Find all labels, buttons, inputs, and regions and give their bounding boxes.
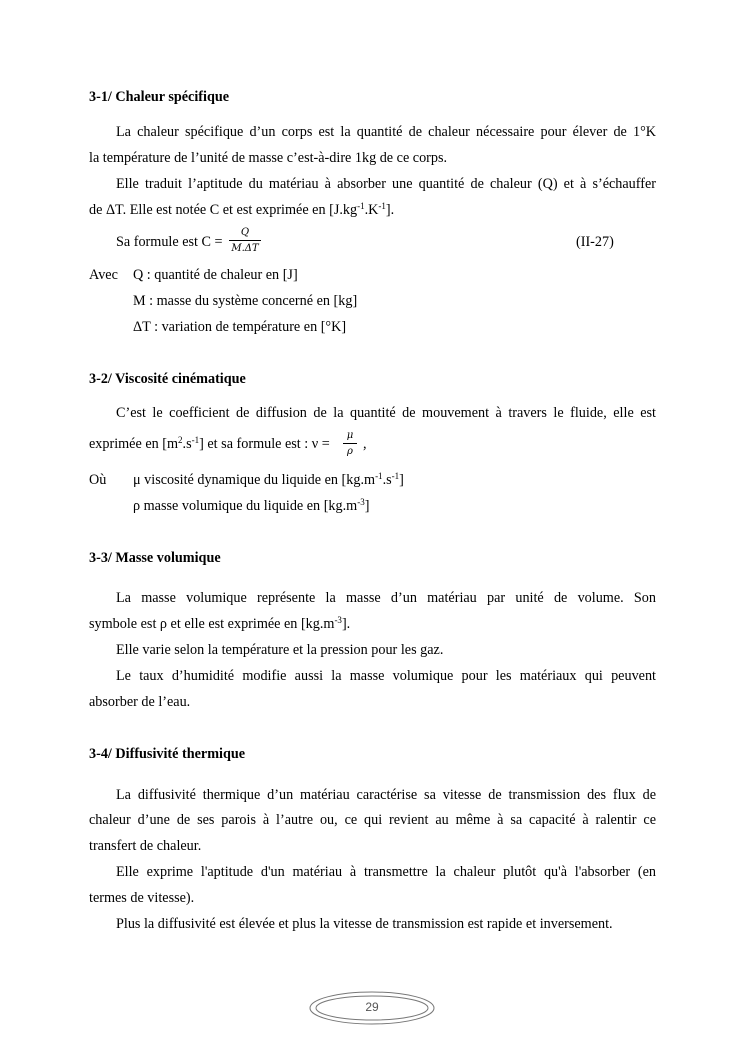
- avec-label: Avec: [89, 267, 118, 283]
- paragraph-line: symbole est ρ et elle est exprimée en $[kg.m^{-3}]$.: [89, 615, 351, 632]
- paragraph-line: de ΔT. Elle est notée C et est exprimée en $[J.kg^{-1}.K^{-1}]$.: [89, 201, 395, 218]
- ou-label: Où: [89, 472, 107, 488]
- section-heading-masse-volumique: 3-3/ Masse volumique: [89, 550, 221, 566]
- fraction-denominator: M.ΔT: [231, 243, 259, 254]
- paragraph-line: exprimée en $[m^2.s^{-1}]$ et sa formule est : ν =: [89, 435, 330, 452]
- paragraph-line: la température de l’unité de masse c’est-à-dire 1kg de ce corps.: [89, 150, 448, 166]
- definition-mu: μ viscosité dynamique du liquide en $[kg.m^{-1}.s^{-1}]$: [133, 471, 404, 488]
- fraction-q-over-m-delta-t: [229, 227, 261, 254]
- paragraph-line: termes de vitesse).: [89, 890, 195, 906]
- formula-label: Sa formule est C =: [116, 234, 223, 250]
- definition-q: Q : quantité de chaleur en [J]: [133, 267, 298, 283]
- equation-number: (II-27): [576, 234, 614, 250]
- section-heading-diffusivite-thermique: 3-4/ Diffusivité thermique: [89, 746, 246, 762]
- paragraph-line: Elle traduit l’aptitude du matériau à absorber une quantité de chaleur (Q) et à s’échauffer: [116, 176, 656, 192]
- paragraph-line: C’est le coefficient de diffusion de la quantité de mouvement à travers le fluide, elle est: [116, 405, 656, 421]
- paragraph-line: Elle varie selon la température et la pression pour les gaz.: [116, 642, 444, 658]
- comma: ,: [363, 436, 367, 452]
- paragraph-line: chaleur d’une de ses parois à l’autre ou, ce qui revient au même à sa capacité à ralentir ce: [89, 812, 656, 828]
- section-heading-viscosite-cinematique: 3-2/ Viscosité cinématique: [89, 371, 246, 387]
- section-heading-chaleur-specifique: 3-1/ Chaleur spécifique: [89, 89, 230, 105]
- definition-rho: ρ masse volumique du liquide en $[kg.m^{-3}]$: [133, 497, 370, 514]
- definition-m: M : masse du système concerné en [kg]: [133, 293, 358, 309]
- page-number: 29: [365, 1000, 379, 1014]
- fraction-mu-over-rho: [343, 430, 357, 457]
- paragraph-line: La masse volumique représente la masse d’un matériau par unité de volume. Son: [116, 590, 656, 606]
- paragraph-line: transfert de chaleur.: [89, 838, 202, 854]
- definition-delta-t: ΔT : variation de température en [°K]: [133, 319, 347, 335]
- paragraph-line: Elle exprime l'aptitude d'un matériau à transmettre la chaleur plutôt qu'à l'absorber (en: [116, 864, 656, 880]
- fraction-denominator: ρ: [347, 446, 353, 457]
- paragraph-line: La chaleur spécifique d’un corps est la quantité de chaleur nécessaire pour élever de 1°K: [116, 124, 656, 140]
- paragraph-line: Le taux d’humidité modifie aussi la masse volumique pour les matériaux qui peuvent: [116, 668, 656, 684]
- paragraph-line: absorber de l’eau.: [89, 694, 191, 710]
- paragraph-line: Plus la diffusivité est élevée et plus la vitesse de transmission est rapide et inversement.: [116, 916, 613, 932]
- fraction-numerator: Q: [240, 227, 250, 238]
- page-number-badge: [309, 991, 435, 1025]
- fraction-numerator: μ: [346, 430, 354, 441]
- paragraph-line: La diffusivité thermique d’un matériau caractérise sa vitesse de transmission des flux de: [116, 787, 656, 803]
